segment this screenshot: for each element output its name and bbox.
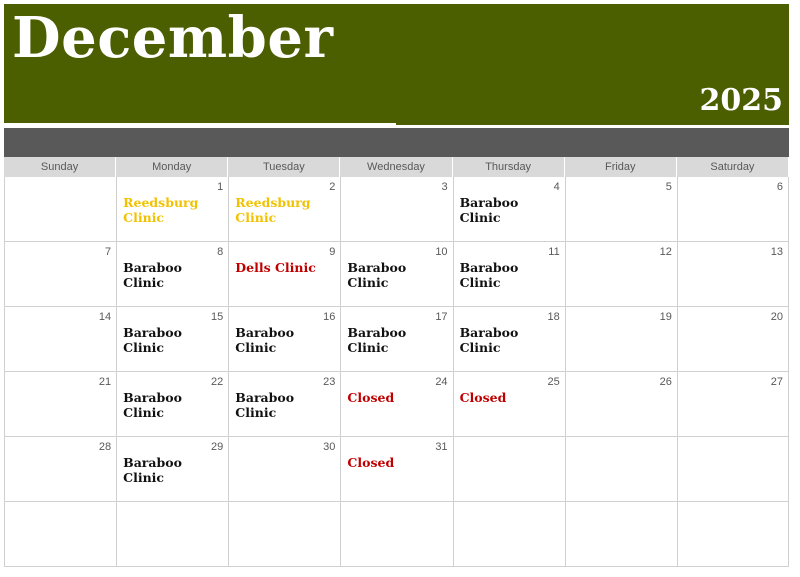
day-number: 8 [217,246,224,258]
clinic-event: Baraboo Clinic [123,455,182,485]
weekday-header: Saturday [677,157,789,177]
clinic-event: Baraboo Clinic [459,195,519,225]
weekday-header: Wednesday [340,157,452,177]
day-cell[interactable] [340,177,452,242]
day-cell[interactable] [340,242,452,307]
clinic-event: Baraboo Clinic [235,390,295,420]
day-number: 1 [217,181,224,193]
day-number: 4 [553,181,560,193]
day-cell[interactable] [228,307,340,372]
day-number: 5 [665,181,672,193]
day-number: 25 [547,376,560,388]
day-cell[interactable] [677,177,789,242]
month-title: December [12,5,334,71]
day-cell[interactable] [4,177,116,242]
clinic-event: Baraboo Clinic [459,260,519,290]
day-cell[interactable] [677,372,789,437]
day-number: 6 [776,181,783,193]
day-cell[interactable] [677,437,789,502]
day-cell[interactable] [228,502,340,567]
day-number: 26 [659,376,672,388]
header-divider-bar [4,128,789,157]
clinic-event: Baraboo Clinic [459,325,519,355]
day-number: 29 [211,441,224,453]
day-cell[interactable] [453,177,565,242]
day-cell[interactable] [228,437,340,502]
day-number: 27 [770,376,783,388]
clinic-event: Dells Clinic [235,260,316,275]
day-number: 2 [329,181,336,193]
clinic-event: Baraboo Clinic [123,390,182,420]
clinic-event: Closed [347,455,395,470]
day-cell[interactable] [4,372,116,437]
day-cell[interactable] [340,437,452,502]
day-cell[interactable] [453,372,565,437]
calendar-grid [4,157,789,567]
day-number: 23 [323,376,336,388]
calendar-header [4,4,789,125]
day-cell[interactable] [453,307,565,372]
weekday-header: Thursday [453,157,565,177]
day-cell[interactable] [116,177,228,242]
day-cell[interactable] [565,372,677,437]
day-cell[interactable] [116,437,228,502]
day-cell[interactable] [677,307,789,372]
day-number: 11 [548,246,560,258]
day-number: 13 [770,246,783,258]
day-cell[interactable] [4,307,116,372]
clinic-event: Baraboo Clinic [123,260,182,290]
clinic-event: Baraboo Clinic [347,325,407,355]
day-cell[interactable] [228,372,340,437]
day-cell[interactable] [228,242,340,307]
day-number: 22 [211,376,224,388]
weekday-header: Friday [565,157,677,177]
day-number: 16 [323,311,336,323]
day-number: 15 [211,311,224,323]
day-cell[interactable] [565,242,677,307]
day-cell[interactable] [116,307,228,372]
day-number: 14 [98,311,112,323]
clinic-event: Closed [347,390,395,405]
day-number: 17 [435,311,448,323]
day-number: 9 [329,246,336,258]
clinic-event: Reedsburg Clinic [123,195,199,225]
day-number: 19 [659,311,672,323]
clinic-event: Baraboo Clinic [235,325,295,355]
day-number: 20 [770,311,783,323]
weekday-header: Tuesday [228,157,340,177]
day-number: 21 [98,376,112,388]
day-cell[interactable] [116,242,228,307]
day-number: 7 [105,246,112,258]
day-cell[interactable] [4,437,116,502]
day-cell[interactable] [116,372,228,437]
day-cell[interactable] [453,437,565,502]
day-cell[interactable] [4,242,116,307]
clinic-event: Closed [459,390,507,405]
day-cell[interactable] [565,177,677,242]
day-cell[interactable] [565,437,677,502]
clinic-event: Baraboo Clinic [347,260,407,290]
day-cell[interactable] [677,502,789,567]
day-number: 24 [435,376,448,388]
day-number: 18 [547,311,560,323]
day-number: 28 [98,441,112,453]
day-cell[interactable] [565,307,677,372]
day-cell[interactable] [116,502,228,567]
year-title: 2025 [699,83,783,118]
day-number: 12 [659,246,672,258]
day-cell[interactable] [565,502,677,567]
day-number: 10 [435,246,448,258]
day-cell[interactable] [677,242,789,307]
day-cell[interactable] [340,372,452,437]
day-cell[interactable] [4,502,116,567]
weekday-header: Sunday [4,157,116,177]
day-number: 3 [441,181,448,193]
day-cell[interactable] [453,242,565,307]
clinic-event: Baraboo Clinic [123,325,182,355]
title-underline [4,123,396,127]
day-number: 31 [435,441,448,453]
day-number: 30 [323,441,336,453]
day-cell[interactable] [340,307,452,372]
clinic-event: Reedsburg Clinic [235,195,311,225]
weekday-header: Monday [116,157,228,177]
day-cell[interactable] [453,502,565,567]
day-cell[interactable] [340,502,452,567]
day-cell[interactable] [228,177,340,242]
